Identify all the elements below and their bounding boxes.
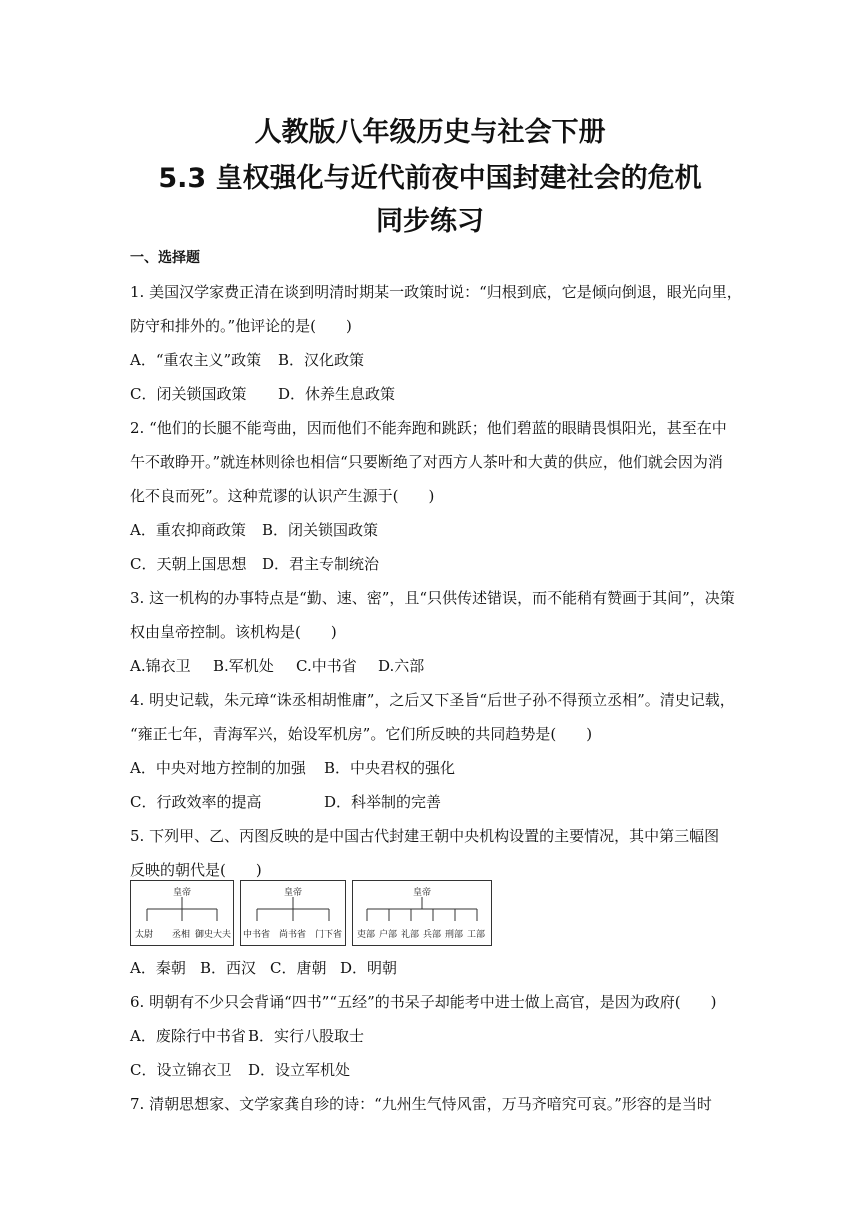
q4-option-c: C．行政效率的提高 [130,793,262,811]
q5-option-a: A．秦朝 [130,959,186,977]
q3-option-b: B.军机处 [213,657,274,675]
q5-option-d: D．明朝 [340,959,398,977]
q3-line: 3. 这一机构的办事特点是“勤、速、密”，且“只供传述错误，而不能稍有赞画于其间”，决策 [130,589,735,607]
q5-line: 反映的朝代是( ) [130,861,262,879]
q7-line: 7. 清朝思想家、文学家龚自珍的诗：“九州生气恃风雷，万马齐喑究可哀。”形容的是当时 [130,1095,712,1113]
q6-option-d: D．设立军机处 [248,1061,351,1079]
q3-line: 权由皇帝控制。该机构是( ) [130,623,337,641]
q4-option-a: A．中央对地方控制的加强 [130,759,306,777]
org-leaf: 中书省 [243,930,271,940]
q5-line: 5. 下列甲、乙、丙图反映的是中国古代封建王朝中央机构设置的主要情况，其中第三幅图 [130,827,720,845]
q4-line: “雍正七年，青海军兴，始设军机房”。它们所反映的共同趋势是( ) [130,725,593,743]
q3-option-d: D.六部 [378,657,425,675]
q6-line: 6. 明朝有不少只会背诵“四书”“五经”的书呆子却能考中进士做上高官，是因为政府( ) [130,993,717,1011]
org-leaf: 礼部 [401,930,420,940]
org-leaf: 户部 [379,930,398,940]
org-leaf: 丞相 [172,930,191,940]
q6-option-c: C．设立锦衣卫 [130,1061,232,1079]
q2-line: 午不敢睁开。”就连林则徐也相信“只要断绝了对西方人茶叶和大黄的供应，他们就会因为消 [130,453,723,471]
org-chart-2 [240,880,346,946]
org-leaf: 吏部 [357,930,376,940]
q6-option-a: A．废除行中书省 [130,1027,246,1045]
q2-option-c: C．天朝上国思想 [130,555,247,573]
doc-subtitle: 5.3 皇权强化与近代前夜中国封建社会的危机 [158,163,702,194]
q3-option-c: C.中书省 [296,657,357,675]
org-leaf: 尚书省 [279,930,307,940]
q2-line: 化不良而死”。这种荒谬的认识产生源于( ) [130,487,435,505]
org-leaf: 兵部 [423,930,442,940]
org-leaf: 工部 [467,930,486,940]
org-leaf: 门下省 [315,930,343,940]
q1-option-d: D．休养生息政策 [278,385,396,403]
q4-line: 4. 明史记载，朱元璋“诛丞相胡惟庸”，之后又下圣旨“后世子孙不得预立丞相”。清史记载， [130,691,735,709]
q1-line: 防守和排外的。”他评论的是( ) [130,317,352,335]
q2-option-a: A．重农抑商政策 [130,521,246,539]
q1-option-b: B．汉化政策 [278,351,365,369]
q5-option-b: B．西汉 [200,959,257,977]
q2-option-b: B．闭关锁国政策 [262,521,379,539]
q6-option-b: B．实行八股取士 [248,1027,365,1045]
org-root: 皇帝 [413,888,432,898]
org-leaf: 御史大夫 [195,930,232,940]
org-root: 皇帝 [284,888,303,898]
org-chart-3 [352,880,492,946]
q1-option-a: A．“重农主义”政策 [130,351,262,369]
org-chart-1 [130,880,234,946]
q4-option-d: D．科举制的完善 [324,793,442,811]
org-leaf: 刑部 [445,930,464,940]
section-heading: 一、选择题 [130,250,200,266]
org-root: 皇帝 [173,888,192,898]
doc-title: 人教版八年级历史与社会下册 [254,117,606,148]
q2-line: 2. “他们的长腿不能弯曲，因而他们不能奔跑和跳跃；他们碧蓝的眼睛畏惧阳光，甚至在中 [130,419,727,437]
q5-option-c: C．唐朝 [270,959,327,977]
q1-option-c: C．闭关锁国政策 [130,385,247,403]
doc-subtitle-2: 同步练习 [376,206,484,237]
q3-option-a: A.锦衣卫 [130,657,191,675]
q1-line: 1. 美国汉学家费正清在谈到明清时期某一政策时说：“归根到底，它是倾向倒退，眼光向里， [130,283,742,301]
q4-option-b: B．中央君权的强化 [324,759,456,777]
q2-option-d: D．君主专制统治 [262,555,380,573]
org-leaf: 太尉 [135,930,154,940]
